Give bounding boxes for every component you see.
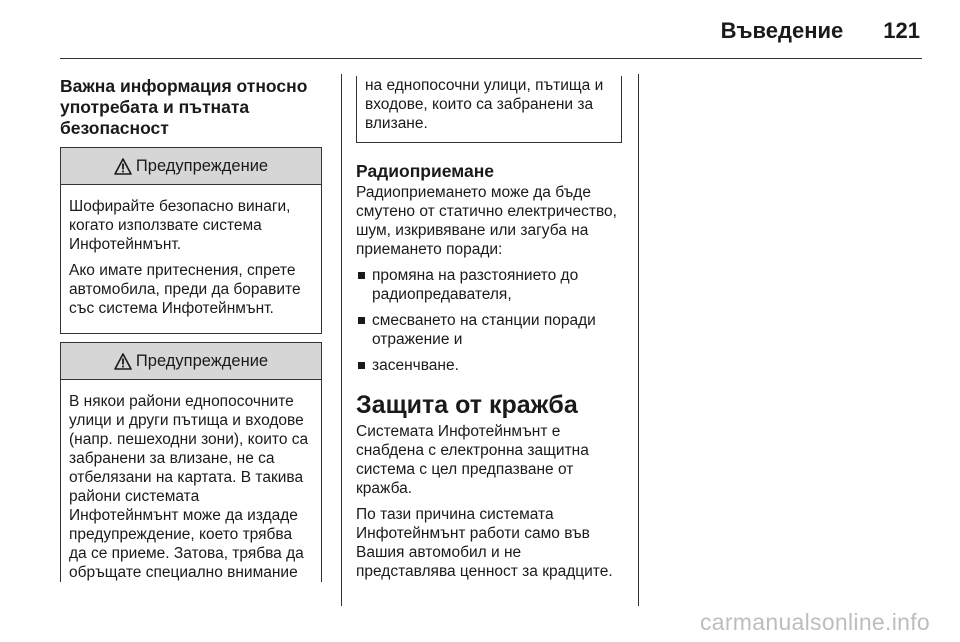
list-item xyxy=(356,356,622,375)
warning-triangle-icon xyxy=(114,158,132,175)
column-divider-1 xyxy=(341,74,342,606)
section-heading-radio: Радиоприемане xyxy=(356,161,495,181)
warning-paragraph: Ако имате притеснения, спрете автомобила, преди да боравите със система Инфотейнмънт. xyxy=(69,262,301,317)
warning-continuation-text: на еднопосочни улици, пътища и входове, които са забранени за влизане. xyxy=(365,77,604,132)
right-column xyxy=(356,76,622,588)
list-item-text: засенчване. xyxy=(372,357,459,374)
bullet-square-icon xyxy=(358,362,365,369)
radio-bullet-list xyxy=(356,266,622,375)
theft-paragraph: По тази причина системата Инфотейнмънт работи само във Вашия автомобил и не представлява ценност за крадците. xyxy=(356,506,613,580)
column-divider-2 xyxy=(638,74,639,606)
warning-label: Предупреждение xyxy=(135,351,269,370)
radio-intro: Радиоприемането може да бъде смутено от статично електричество, шум, изкривяване или загуба на приемането поради: xyxy=(356,184,617,258)
warning-box-header xyxy=(61,148,321,185)
warning-triangle-icon xyxy=(114,353,132,370)
warning-box-2-continuation xyxy=(356,76,622,143)
list-item xyxy=(356,266,622,304)
left-column xyxy=(60,76,322,590)
warning-box-header xyxy=(61,343,321,380)
warning-box-1 xyxy=(60,147,322,334)
chapter-title: Въведение xyxy=(720,18,844,43)
site-watermark: carmanualsonline.info xyxy=(699,609,930,635)
page-number: 121 xyxy=(883,18,920,43)
list-item xyxy=(356,311,622,349)
warning-box-body xyxy=(61,185,321,333)
bullet-square-icon xyxy=(358,272,365,279)
warning-paragraph: В някои райони еднопосочните улици и други пътища и входове (напр. пешеходни зони), които са забранени за влизане, не са отбелязани на картата. В такива райони системата Инфотейнмънт може да издаде предупреждение, което трябва да се приеме. Затова, трябва да обръщате специално внимание xyxy=(69,393,309,581)
warning-box-2 xyxy=(60,342,322,582)
page-header xyxy=(721,18,920,44)
header-rule xyxy=(60,58,922,59)
list-item-text: промяна на разстоянието до радиопредавателя, xyxy=(372,267,579,303)
warning-box-body xyxy=(61,380,321,582)
list-item-text: смесването на станции поради отражение и xyxy=(372,312,596,348)
bullet-square-icon xyxy=(358,317,365,324)
warning-paragraph: Шофирайте безопасно винаги, когато използвате система Инфотейнмънт. xyxy=(69,198,291,253)
section-heading-safety: Важна информация относно употребата и пътната безопасност xyxy=(60,76,308,138)
warning-label: Предупреждение xyxy=(135,156,269,175)
theft-paragraph: Системата Инфотейнмънт е снабдена с електронна защитна система с цел предпазване от кражба. xyxy=(356,423,589,497)
section-heading-theft: Защита от кражба xyxy=(356,391,578,419)
